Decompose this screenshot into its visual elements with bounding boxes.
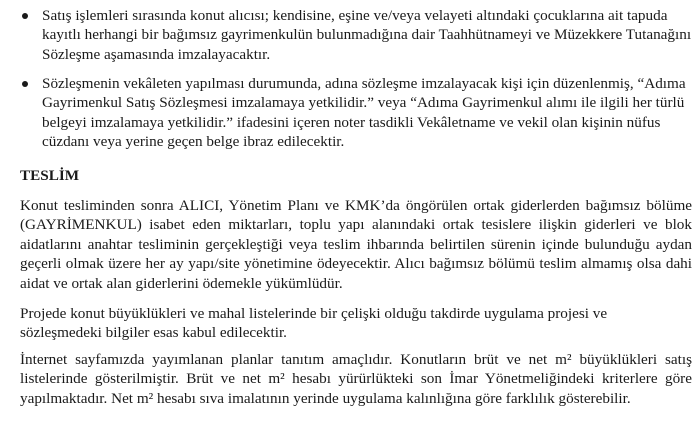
paragraph-project-conflict: Projede konut büyüklükleri ve mahal listelerinde bir çelişki olduğu takdirde uygulama projesi ve sözleşmedeki bilgiler esas kabul edilecektir. bbox=[20, 305, 608, 342]
bullet-item-power-of-attorney bbox=[42, 74, 694, 152]
paragraph-plans-notice: İnternet sayfamızda yayımlanan planlar tanıtım amaçlıdır. Konutların brüt ve net m² büyüklükleri satış listelerinde gösterilmiştir. Brüt ve net m² hesabı yürürlükteki son İmar Yönetmeliğindeki kriterlere göre yapılmaktadır. Net m² hesabı sıva imalatının yerinde uygulama kalınlığına göre farklılık gösterebilir. bbox=[20, 351, 692, 407]
bullet-item-affidavit bbox=[42, 6, 694, 64]
bullet-icon bbox=[22, 81, 28, 87]
section-heading: TESLİM bbox=[20, 167, 80, 184]
paragraph-delivery-fees: Konut tesliminden sonra ALICI, Yönetim Planı ve KMK’da öngörülen ortak giderlerden bağımsız bölüme (GAYRİMENKUL) isabet eden miktarları, toplu yapı alanındaki ortak tesislere ilişkin giderleri ve blok aidatlarını anahtar tesliminin gerçekleştiği veya teslim ihbarında belirtilen sürenin içinde bulunduğu aydan geçerli olmak üzere her ay yapı/site yönetimine ödeyecektir. Alıcı bağımsız bölümü teslim almamış olsa dahi aidat ve ortak alan giderlerini ödemekle yükümlüdür. bbox=[20, 197, 692, 292]
bullet-text: Satış işlemleri sırasında konut alıcısı; kendisine, eşine ve/veya velayeti altındaki çocuklarına ait tapuda kayıtlı herhangi bir bağımsız gayrimenkulün bulunmadığına dair Taahhütnameyi ve Müzekkere Tutanağını Sözleşme aşamasında imzalayacaktır. bbox=[42, 7, 692, 63]
bullet-icon bbox=[22, 13, 28, 19]
bullet-text: Sözleşmenin vekâleten yapılması durumunda, adına sözleşme imzalayacak kişi için düzenlenmiş, “Adıma Gayrimenkul Satış Sözleşmesi imzalamaya yetkilidir.” veya “Adıma Gayrimenkul alımı ile ilgili her türlü belgeyi imzalamaya yetkilidir.” ifadesini içeren noter tasdikli Vekâletname ve vekil olan kişinin nüfus cüzdanı veya yerine geçen belge ibraz edilecektir. bbox=[42, 75, 686, 151]
